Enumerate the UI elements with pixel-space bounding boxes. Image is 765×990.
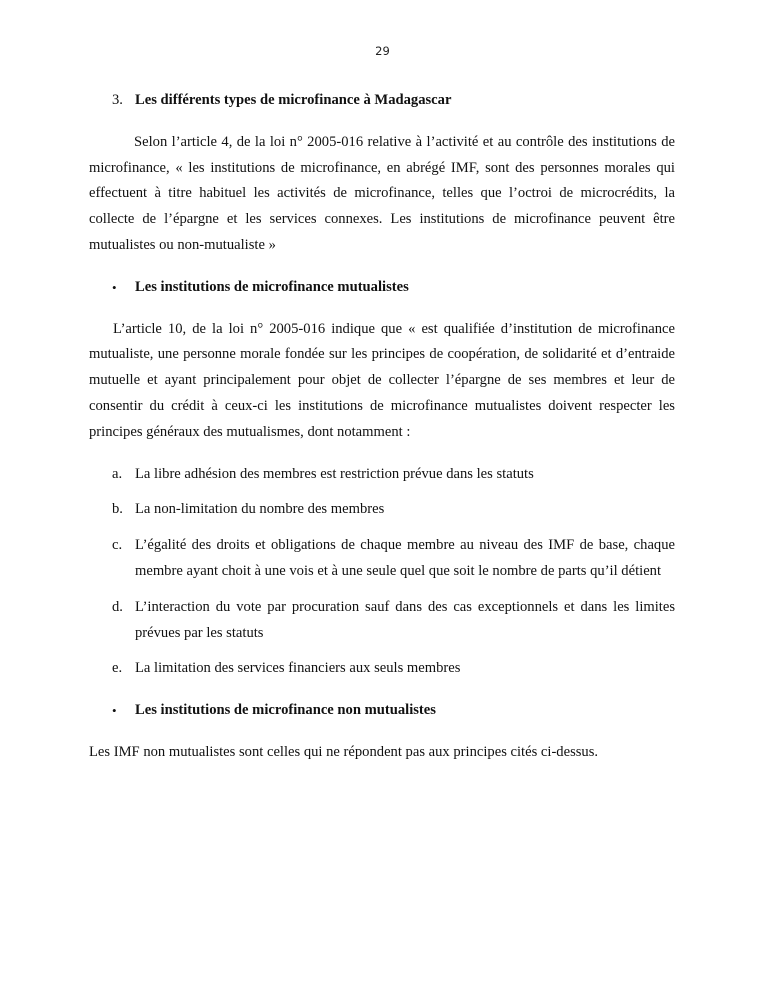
bullet-icon: • (112, 703, 117, 719)
non-mutualist-paragraph: Les IMF non mutualistes sont celles qui ne répondent pas aux principes cités ci-dessus. (89, 743, 599, 760)
bullet-icon: • (112, 279, 117, 295)
mutualist-heading-text: Les institutions de microfinance mutualistes (135, 278, 409, 295)
list-item-text: La non-limitation du nombre des membres (135, 501, 385, 518)
section-title: Les différents types de microfinance à Madagascar (135, 92, 452, 108)
document-body (89, 88, 675, 766)
principles-list (89, 462, 675, 683)
list-item-letter: d. (112, 598, 123, 615)
non-mutualist-heading (112, 698, 675, 724)
list-item (112, 656, 675, 682)
list-item-text: L’interaction du vote par procuration sauf dans des cas exceptionnels et dans les limites prévues par les statuts (135, 598, 675, 641)
list-item (112, 533, 675, 585)
intro-paragraph: Selon l’article 4, de la loi n° 2005-016 relative à l’activité et au contrôle des institutions de microfinance, « les institutions de microfinance, en abrégé IMF, sont des personnes morales qui effectuent à titre habituel les activités de microfinance, telles que l’octroi de microcrédits, la collecte de l’épargne et les services connexes. Les institutions de microfinance peuvent être mutualistes ou non-mutualiste » (89, 133, 675, 253)
list-item-letter: a. (112, 465, 123, 482)
page-number: 29 (375, 44, 390, 58)
list-item-letter: c. (112, 537, 123, 554)
mutualist-paragraph: L’article 10, de la loi n° 2005-016 indique que « est qualifiée d’institution de microfinance mutualiste, une personne morale fondée sur les principes de coopération, de solidarité et d’entraide mutuelle et ayant principalement pour objet de collecter l’épargne de ses membres et leur de consentir du crédit à ceux-ci les institutions de microfinance mutualistes doivent respecter les principes généraux des mutualismes, dont notamment : (89, 320, 675, 440)
section-number: 3. (112, 92, 123, 108)
list-item-text: La limitation des services financiers aux seuls membres (135, 660, 461, 677)
section-heading (112, 88, 675, 114)
list-item-text: La libre adhésion des membres est restriction prévue dans les statuts (135, 465, 534, 482)
list-item-text: L’égalité des droits et obligations de chaque membre au niveau des IMF de base, chaque membre ayant choit à une vois et à une seule quel que soit le nombre de parts qu’il détient (135, 537, 675, 579)
list-item (112, 462, 675, 488)
list-item (112, 595, 675, 647)
list-item-letter: b. (112, 501, 123, 518)
list-item-letter: e. (112, 660, 123, 677)
mutualist-heading (112, 275, 675, 301)
list-item (112, 497, 675, 523)
non-mutualist-heading-text: Les institutions de microfinance non mutualistes (135, 702, 436, 719)
